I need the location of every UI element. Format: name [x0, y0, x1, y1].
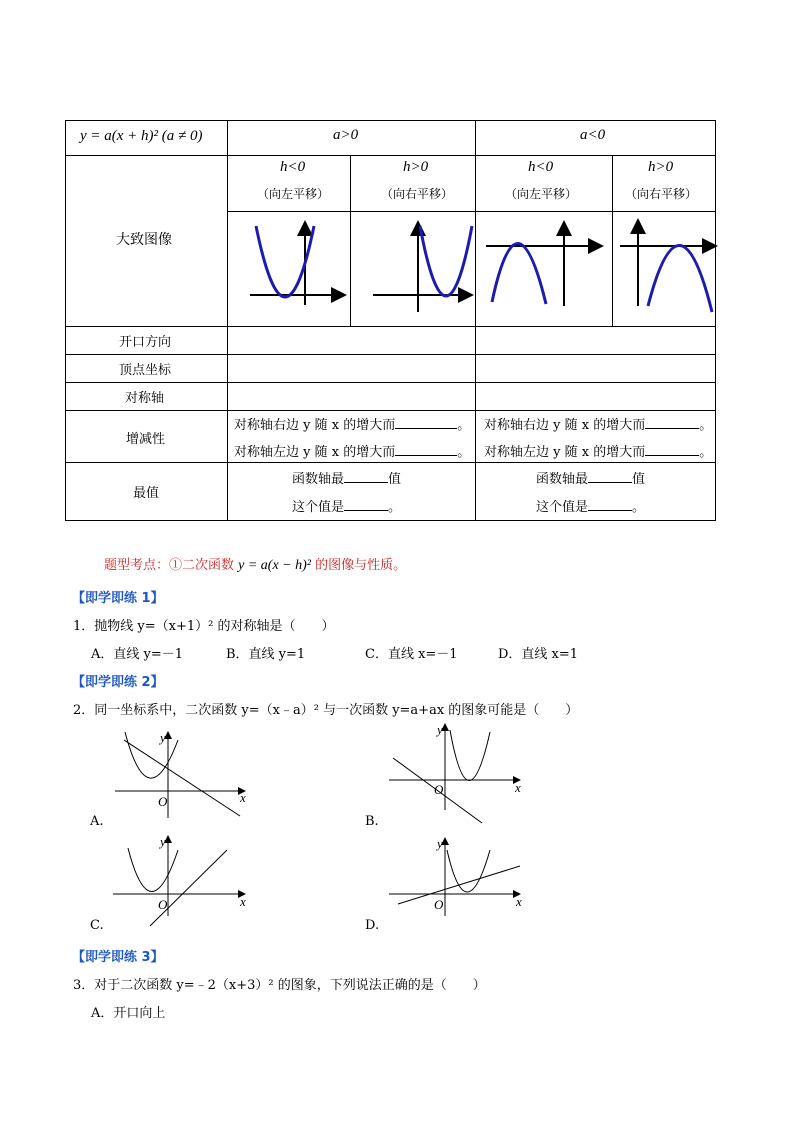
max-line1-pos: 函数轴最 值	[292, 472, 402, 487]
row-label-mono: 增减性	[126, 432, 166, 447]
mono-right-pos: 对称轴右边 y 随 x 的增大而 。	[234, 418, 471, 433]
practice-2-option-b[interactable]: B.	[365, 814, 379, 829]
graph-b	[389, 724, 520, 823]
mono-left-pos: 对称轴左边 y 随 x 的增大而 。	[234, 445, 471, 460]
practice-1-option-d[interactable]: D．直线 x=1	[498, 647, 579, 662]
row-label-axis: 对称轴	[125, 391, 165, 406]
practice-3-tag: 【即学即练 3】	[72, 950, 164, 965]
shift-right-2: （向右平移）	[625, 187, 698, 201]
graph-a-x-label: x	[240, 790, 246, 805]
header-formula: y = a(x + h)² (a ≠ 0)	[80, 128, 203, 144]
row-label-open: 开口方向	[119, 335, 172, 350]
shift-left-2: （向左平移）	[505, 187, 578, 201]
practice-2-option-a[interactable]: A.	[90, 814, 104, 829]
graph-a-origin: O	[158, 794, 168, 809]
header-a-negative: a<0	[580, 127, 606, 143]
practice-2-option-c[interactable]: C.	[90, 918, 104, 933]
graph-c-x-label: x	[240, 894, 246, 909]
practice-1-option-b[interactable]: B．直线 y=1	[226, 647, 306, 662]
practice-3-question: 3．对于二次函数 y=﹣2（x+3）² 的图象，下列说法正确的是（ ）	[73, 978, 486, 993]
graph-b-x-label: x	[515, 780, 521, 795]
practice-1-tag: 【即学即练 1】	[72, 591, 164, 606]
shift-left-1: （向左平移）	[257, 187, 330, 201]
practice-3-option-a[interactable]: A．开口向上	[91, 1006, 166, 1021]
graph-d-origin: O	[434, 897, 444, 912]
shift-right-1: （向右平移）	[381, 187, 454, 201]
practice-1-question: 1．抛物线 y=（x+1）² 的对称轴是（ ）	[73, 619, 335, 634]
practice-1-option-c[interactable]: C．直线 x=－1	[365, 647, 458, 662]
practice-1-option-a[interactable]: A．直线 y=－1	[91, 647, 184, 662]
max-line2-neg: 这个值是 。	[536, 500, 646, 515]
parabola-down-left	[492, 243, 546, 304]
mono-left-neg: 对称轴左边 y 随 x 的增大而 。	[484, 445, 713, 460]
parabola-sketches	[0, 0, 794, 330]
header-a-positive: a>0	[333, 127, 359, 143]
mono-right-neg: 对称轴右边 y 随 x 的增大而 。	[484, 418, 713, 433]
graph-a-y-label: y	[160, 730, 166, 745]
graph-d-y-label: y	[437, 836, 443, 851]
option-graphs	[0, 720, 794, 940]
practice-2-question: 2．同一坐标系中，二次函数 y=（x﹣a）² 与一次函数 y=a+ax 的图象可能是（ ）	[73, 703, 579, 718]
row-label-graph: 大致图像	[116, 232, 172, 248]
practice-2-tag: 【即学即练 2】	[72, 675, 164, 690]
col-h-neg-1: h<0	[280, 159, 306, 175]
parabola-up-right	[420, 226, 472, 296]
graph-a	[115, 732, 245, 818]
graph-c-y-label: y	[160, 834, 166, 849]
row-label-vertex: 顶点坐标	[119, 363, 172, 378]
graph-b-y-label: y	[437, 722, 443, 737]
col-h-pos-2: h>0	[648, 159, 674, 175]
col-h-neg-2: h<0	[528, 159, 554, 175]
parabola-down-right	[648, 245, 712, 312]
max-line2-pos: 这个值是 。	[292, 500, 402, 515]
graph-c	[113, 836, 245, 926]
graph-c-origin: O	[158, 897, 168, 912]
row-label-max: 最值	[133, 486, 160, 501]
practice-2-option-d[interactable]: D.	[365, 918, 380, 933]
max-line1-neg: 函数轴最 值	[536, 472, 646, 487]
graph-b-origin: O	[434, 782, 444, 797]
exam-point: 题型考点：①二次函数 y = a(x − h)² 的图像与性质。	[104, 558, 407, 573]
graph-d-x-label: x	[516, 894, 522, 909]
col-h-pos-1: h>0	[403, 159, 429, 175]
graph-d	[389, 838, 520, 916]
